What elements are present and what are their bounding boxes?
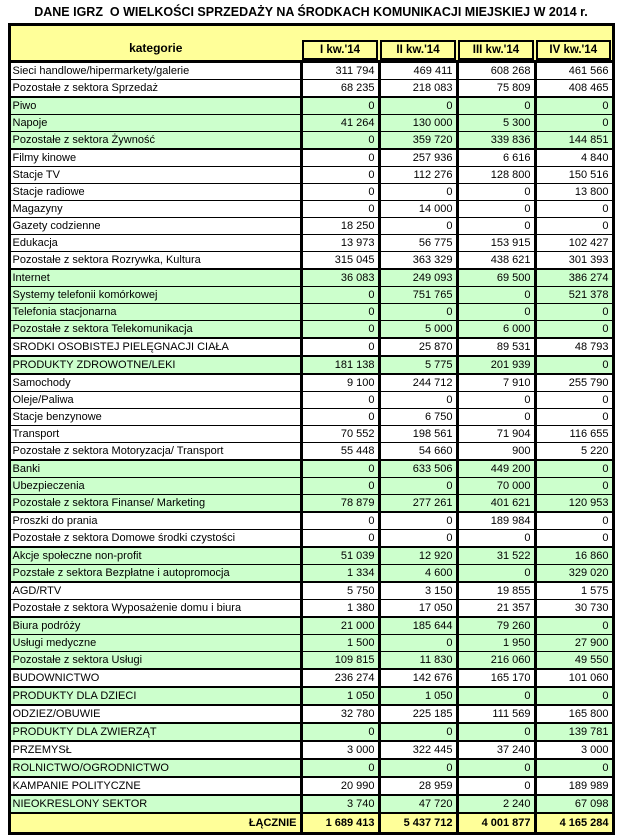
category-cell: Pozstałe z sektora Bezpłatne i autopromocja [9,565,301,583]
value-cell-q2: 244 712 [379,374,457,392]
value-cell-q4: 386 274 [535,269,613,287]
value-cell-q1: 18 250 [301,218,379,235]
value-cell-q3: 6 616 [457,149,535,167]
value-cell-q3: 69 500 [457,269,535,287]
value-cell-q3: 71 904 [457,426,535,443]
value-cell-q3: 189 984 [457,512,535,530]
table-row [9,460,613,478]
value-cell-q4: 4 840 [535,149,613,167]
table-row [9,723,613,741]
total-row [9,813,613,834]
value-cell-q1: 0 [301,184,379,201]
value-cell-q4: 189 989 [535,777,613,795]
table-row [9,235,613,252]
value-cell-q4: 30 730 [535,600,613,618]
table-body [9,62,613,814]
table-header [9,25,613,62]
value-cell-q2: 12 920 [379,547,457,565]
value-cell-q2: 6 750 [379,409,457,426]
value-cell-q4: 0 [535,218,613,235]
value-cell-q2: 751 765 [379,287,457,304]
table-row [9,426,613,443]
value-cell-q2: 225 185 [379,705,457,723]
value-cell-q1: 3 000 [301,741,379,759]
value-cell-q2: 0 [379,530,457,548]
value-cell-q4: 0 [535,97,613,115]
value-cell-q3: 900 [457,443,535,461]
value-cell-q4: 0 [535,409,613,426]
value-cell-q4: 0 [535,201,613,218]
value-cell-q1: 78 879 [301,495,379,513]
value-cell-q2: 47 720 [379,795,457,813]
value-cell-q3: 0 [457,97,535,115]
table-row [9,321,613,339]
table-row [9,443,613,461]
category-cell: Pozostałe z sektora Wyposażenie domu i biura [9,600,301,618]
value-cell-q4: 16 860 [535,547,613,565]
value-cell-q4: 0 [535,759,613,777]
value-cell-q1: 0 [301,132,379,150]
value-cell-q3: 19 855 [457,582,535,600]
table-row [9,705,613,723]
value-cell-q4: 255 790 [535,374,613,392]
value-cell-q1: 0 [301,287,379,304]
category-cell: Oleje/Paliwa [9,392,301,409]
value-cell-q4: 49 550 [535,652,613,670]
value-cell-q1: 0 [301,304,379,321]
category-cell: NIEOKRESLONY SEKTOR [9,795,301,813]
value-cell-q3: 128 800 [457,167,535,184]
table-row [9,304,613,321]
table-row [9,565,613,583]
value-cell-q1: 0 [301,409,379,426]
value-cell-q2: 0 [379,635,457,652]
value-cell-q4: 139 781 [535,723,613,741]
category-cell: Systemy telefonii komórkowej [9,287,301,304]
value-cell-q1: 5 750 [301,582,379,600]
table-row [9,201,613,218]
value-cell-q1: 0 [301,512,379,530]
value-cell-q3: 70 000 [457,478,535,495]
value-cell-q2: 322 445 [379,741,457,759]
value-cell-q2: 359 720 [379,132,457,150]
value-cell-q3: 0 [457,723,535,741]
total-value-q3: 4 001 877 [457,813,535,834]
value-cell-q4: 144 851 [535,132,613,150]
value-cell-q3: 401 621 [457,495,535,513]
value-cell-q1: 20 990 [301,777,379,795]
table-row [9,652,613,670]
category-cell: Banki [9,460,301,478]
category-cell: Sieci handlowe/hipermarkety/galerie [9,62,301,80]
value-cell-q4: 329 020 [535,565,613,583]
value-cell-q4: 120 953 [535,495,613,513]
category-cell: Pozostałe z sektora Telekomunikacja [9,321,301,339]
category-cell: ODZIEZ/OBUWIE [9,705,301,723]
value-cell-q3: 0 [457,409,535,426]
value-cell-q2: 28 959 [379,777,457,795]
value-cell-q1: 0 [301,167,379,184]
table-row [9,287,613,304]
value-cell-q2: 0 [379,759,457,777]
value-cell-q2: 130 000 [379,115,457,132]
table-row [9,409,613,426]
value-cell-q4: 408 465 [535,80,613,98]
sales-data-table [8,23,615,835]
value-cell-q3: 0 [457,201,535,218]
value-cell-q1: 0 [301,723,379,741]
value-cell-q2: 0 [379,304,457,321]
value-cell-q4: 521 378 [535,287,613,304]
value-cell-q2: 0 [379,392,457,409]
column-header-q3-label: III kw.'14 [458,40,534,60]
table-footer [9,813,613,834]
table-row [9,600,613,618]
column-header-q2-label: II kw.'14 [380,40,456,60]
value-cell-q3: 0 [457,287,535,304]
category-cell: Transport [9,426,301,443]
table-row [9,356,613,374]
value-cell-q3: 75 809 [457,80,535,98]
category-cell: ROLNICTWO/OGRODNICTWO [9,759,301,777]
value-cell-q2: 54 660 [379,443,457,461]
value-cell-q4: 13 800 [535,184,613,201]
value-cell-q4: 301 393 [535,252,613,270]
value-cell-q2: 277 261 [379,495,457,513]
category-cell: KAMPANIE POLITYCZNE [9,777,301,795]
column-header-category: kategorie [9,25,301,62]
table-row [9,167,613,184]
value-cell-q3: 0 [457,565,535,583]
value-cell-q4: 0 [535,512,613,530]
value-cell-q3: 449 200 [457,460,535,478]
value-cell-q3: 0 [457,777,535,795]
value-cell-q2: 249 093 [379,269,457,287]
value-cell-q1: 0 [301,201,379,218]
value-cell-q2: 633 506 [379,460,457,478]
table-row [9,149,613,167]
column-header-q4-label: IV kw.'14 [536,40,611,60]
header-row [9,25,613,62]
category-cell: Pozostałe z sektora Żywność [9,132,301,150]
category-cell: PRODUKTY DLA ZWIERZĄT [9,723,301,741]
table-row [9,115,613,132]
table-row [9,687,613,705]
value-cell-q4: 48 793 [535,338,613,356]
table-row [9,252,613,270]
value-cell-q2: 0 [379,218,457,235]
value-cell-q1: 55 448 [301,443,379,461]
value-cell-q1: 9 100 [301,374,379,392]
value-cell-q2: 0 [379,184,457,201]
value-cell-q1: 1 500 [301,635,379,652]
value-cell-q1: 0 [301,321,379,339]
value-cell-q3: 0 [457,218,535,235]
column-header-q4 [535,25,613,62]
value-cell-q4: 116 655 [535,426,613,443]
value-cell-q2: 14 000 [379,201,457,218]
value-cell-q1: 315 045 [301,252,379,270]
value-cell-q3: 21 357 [457,600,535,618]
category-cell: SRODKI OSOBISTEJ PIELĘGNACJI CIAŁA [9,338,301,356]
value-cell-q4: 461 566 [535,62,613,80]
value-cell-q3: 216 060 [457,652,535,670]
value-cell-q4: 3 000 [535,741,613,759]
value-cell-q2: 0 [379,97,457,115]
table-row [9,635,613,652]
value-cell-q3: 111 569 [457,705,535,723]
value-cell-q3: 153 915 [457,235,535,252]
value-cell-q1: 236 274 [301,669,379,687]
value-cell-q1: 0 [301,392,379,409]
value-cell-q1: 51 039 [301,547,379,565]
category-cell: Pozostałe z sektora Rozrywka, Kultura [9,252,301,270]
value-cell-q2: 56 775 [379,235,457,252]
table-row [9,392,613,409]
value-cell-q3: 37 240 [457,741,535,759]
value-cell-q1: 1 050 [301,687,379,705]
category-cell: Stacje benzynowe [9,409,301,426]
value-cell-q1: 13 973 [301,235,379,252]
category-cell: Akcje społeczne non-profit [9,547,301,565]
value-cell-q1: 0 [301,149,379,167]
table-row [9,338,613,356]
table-row [9,495,613,513]
value-cell-q3: 165 170 [457,669,535,687]
value-cell-q3: 0 [457,184,535,201]
table-row [9,269,613,287]
value-cell-q4: 165 800 [535,705,613,723]
value-cell-q2: 469 411 [379,62,457,80]
table-row [9,80,613,98]
category-cell: Telefonia stacjonarna [9,304,301,321]
value-cell-q1: 0 [301,460,379,478]
value-cell-q4: 0 [535,687,613,705]
category-cell: Piwo [9,97,301,115]
table-row [9,97,613,115]
value-cell-q2: 218 083 [379,80,457,98]
value-cell-q2: 0 [379,723,457,741]
value-cell-q4: 5 220 [535,443,613,461]
category-cell: PRODUKTY ZDROWOTNE/LEKI [9,356,301,374]
value-cell-q3: 1 950 [457,635,535,652]
value-cell-q2: 17 050 [379,600,457,618]
category-cell: Internet [9,269,301,287]
table-row [9,374,613,392]
value-cell-q2: 363 329 [379,252,457,270]
value-cell-q4: 27 900 [535,635,613,652]
value-cell-q4: 67 098 [535,795,613,813]
value-cell-q2: 0 [379,512,457,530]
value-cell-q2: 4 600 [379,565,457,583]
value-cell-q2: 112 276 [379,167,457,184]
value-cell-q3: 5 300 [457,115,535,132]
total-value-q2: 5 437 712 [379,813,457,834]
value-cell-q3: 339 836 [457,132,535,150]
category-cell: Edukacja [9,235,301,252]
category-cell: Samochody [9,374,301,392]
value-cell-q2: 5 775 [379,356,457,374]
value-cell-q1: 32 780 [301,705,379,723]
category-cell: BUDOWNICTWO [9,669,301,687]
category-cell: Pozostałe z sektora Finanse/ Marketing [9,495,301,513]
value-cell-q3: 0 [457,759,535,777]
value-cell-q3: 2 240 [457,795,535,813]
value-cell-q2: 185 644 [379,617,457,635]
value-cell-q2: 0 [379,478,457,495]
value-cell-q1: 0 [301,338,379,356]
value-cell-q1: 70 552 [301,426,379,443]
table-row [9,741,613,759]
category-cell: Pozostałe z sektora Motoryzacja/ Transport [9,443,301,461]
value-cell-q3: 6 000 [457,321,535,339]
table-row [9,62,613,80]
value-cell-q1: 21 000 [301,617,379,635]
category-cell: Magazyny [9,201,301,218]
table-row [9,777,613,795]
value-cell-q3: 0 [457,392,535,409]
category-cell: Biura podróży [9,617,301,635]
value-cell-q2: 1 050 [379,687,457,705]
value-cell-q4: 150 516 [535,167,613,184]
value-cell-q4: 101 060 [535,669,613,687]
value-cell-q3: 79 260 [457,617,535,635]
value-cell-q4: 0 [535,617,613,635]
category-cell: Proszki do prania [9,512,301,530]
value-cell-q1: 68 235 [301,80,379,98]
value-cell-q4: 0 [535,392,613,409]
value-cell-q4: 0 [535,304,613,321]
value-cell-q1: 181 138 [301,356,379,374]
value-cell-q2: 11 830 [379,652,457,670]
table-row [9,547,613,565]
value-cell-q3: 438 621 [457,252,535,270]
value-cell-q4: 0 [535,356,613,374]
value-cell-q1: 41 264 [301,115,379,132]
value-cell-q4: 0 [535,460,613,478]
category-cell: Stacje TV [9,167,301,184]
value-cell-q1: 1 380 [301,600,379,618]
table-row [9,582,613,600]
table-row [9,218,613,235]
value-cell-q4: 1 575 [535,582,613,600]
table-row [9,759,613,777]
category-cell: Ubezpieczenia [9,478,301,495]
value-cell-q1: 0 [301,478,379,495]
value-cell-q1: 0 [301,97,379,115]
total-label: ŁĄCZNIE [9,813,301,834]
value-cell-q2: 25 870 [379,338,457,356]
category-cell: Pozostałe z sektora Sprzedaż [9,80,301,98]
column-header-q2 [379,25,457,62]
category-cell: Filmy kinowe [9,149,301,167]
value-cell-q3: 7 910 [457,374,535,392]
value-cell-q4: 0 [535,478,613,495]
category-cell: Pozostałe z sektora Usługi [9,652,301,670]
table-row [9,512,613,530]
table-row [9,530,613,548]
page-title: DANE IGRZ O WIELKOŚCI SPRZEDAŻY NA ŚRODKACH KOMUNIKACJI MIEJSKIEJ W 2014 r. [34,5,588,19]
category-cell: PRZEMYSŁ [9,741,301,759]
column-header-q3 [457,25,535,62]
column-header-q1-label: I kw.'14 [302,40,378,60]
category-cell: Pozostałe z sektora Domowe środki czystości [9,530,301,548]
value-cell-q1: 1 334 [301,565,379,583]
value-cell-q1: 311 794 [301,62,379,80]
total-value-q4: 4 165 284 [535,813,613,834]
total-value-q1: 1 689 413 [301,813,379,834]
value-cell-q1: 3 740 [301,795,379,813]
category-cell: PRODUKTY DLA DZIECI [9,687,301,705]
table-row [9,669,613,687]
value-cell-q3: 201 939 [457,356,535,374]
table-row [9,132,613,150]
value-cell-q3: 0 [457,304,535,321]
value-cell-q2: 5 000 [379,321,457,339]
value-cell-q1: 0 [301,759,379,777]
table-row [9,184,613,201]
value-cell-q1: 36 083 [301,269,379,287]
value-cell-q3: 0 [457,687,535,705]
value-cell-q2: 198 561 [379,426,457,443]
value-cell-q4: 102 427 [535,235,613,252]
table-row [9,617,613,635]
value-cell-q4: 0 [535,115,613,132]
value-cell-q1: 109 815 [301,652,379,670]
category-cell: Usługi medyczne [9,635,301,652]
value-cell-q3: 89 531 [457,338,535,356]
table-row [9,478,613,495]
value-cell-q3: 31 522 [457,547,535,565]
value-cell-q4: 0 [535,321,613,339]
category-cell: Napoje [9,115,301,132]
value-cell-q4: 0 [535,530,613,548]
value-cell-q1: 0 [301,530,379,548]
category-cell: AGD/RTV [9,582,301,600]
category-cell: Gazety codzienne [9,218,301,235]
value-cell-q2: 3 150 [379,582,457,600]
value-cell-q2: 142 676 [379,669,457,687]
category-cell: Stacje radiowe [9,184,301,201]
column-header-q1 [301,25,379,62]
value-cell-q3: 0 [457,530,535,548]
value-cell-q2: 257 936 [379,149,457,167]
table-row [9,795,613,813]
value-cell-q3: 608 268 [457,62,535,80]
